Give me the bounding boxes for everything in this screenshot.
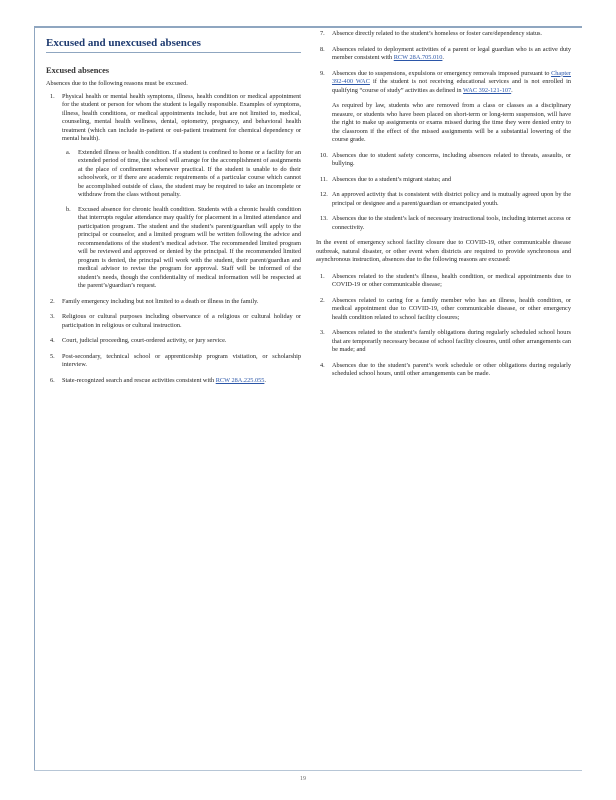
list-item <box>316 30 571 39</box>
item-number: 9. <box>320 69 325 77</box>
list-item <box>316 46 571 63</box>
excused-reasons-list-final <box>316 152 571 233</box>
rcw-link[interactable]: RCW 28A.225.055 <box>215 376 265 384</box>
item-number: 10. <box>320 151 328 159</box>
list-item <box>316 273 571 290</box>
item-text: Absences related to the student’s illness, health condition, or medical appointments due to COVID-19 or other communicable disease; <box>332 272 571 288</box>
item-number: 1. <box>50 92 55 100</box>
sub-list <box>62 149 301 291</box>
item-text: Absence directly related to the student’s homeless or foster care/dependency status. <box>332 30 542 37</box>
title-divider <box>46 52 301 53</box>
item-text: Absences related to the student’s family obligations during regularly scheduled school hours that are temporarily necessary because of school facility closures, until other arrangements can be made; and <box>332 329 571 353</box>
page-border-left <box>34 26 35 770</box>
left-column <box>46 30 301 392</box>
section-heading-excused: Excused absences <box>46 66 110 75</box>
item-number: 2. <box>50 297 55 305</box>
item-text: Absences related to deployment activities of a parent or legal guardian who is an active duty member consistent with <box>332 45 571 61</box>
excused-reasons-list-continued <box>316 30 571 95</box>
item-number: 7. <box>320 30 325 37</box>
list-item <box>46 298 301 307</box>
page-number: 19 <box>300 776 306 782</box>
rcw-link[interactable]: RCW 28A.705.010 <box>393 54 443 61</box>
list-item <box>46 353 301 370</box>
list-item <box>46 313 301 330</box>
intro-text: Absences due to the following reasons must be excused. <box>46 80 188 87</box>
page-title: Excused and unexcused absences <box>46 37 201 49</box>
item-number: 3. <box>50 313 55 320</box>
item-text: Physical health or mental health symptoms, illness, health condition or medical appointment for the student or person for whom the student is legally responsible. Examples of symptoms, illness, health conditions, or medical appointments include, but are not limited to, medical, counseling, mental health wellness, dental, optometry, pregnancy, and behavioral health treatment (which can include in-patient or out-patient treatment for chemical dependency or mental health). <box>62 92 301 142</box>
list-item <box>316 297 571 323</box>
makeup-assignments-paragraph: As required by law, students who are removed from a class or classes as a disciplinary measure, or students who have been placed on short-term or long-term suspension, will have the right to make up assignments or exams missed during the time they were denied entry to the classroom if the effect of the missed assignments will be a substantial lowering of the course grade. <box>332 102 571 143</box>
covid-intro-paragraph: In the event of emergency school facility closure due to COVID-19, other communicable disease outbreak, natural disaster, or other event when districts are required to provide synchronous and asynchronous instruction, absences due to the following reasons are excused: <box>316 239 571 263</box>
item-text: Absences due to the student’s lack of necessary instructional tools, including internet access or connectivity. <box>332 215 571 231</box>
item-text: An approved activity that is consistent with district policy and is mutually agreed upon by the principal or designee and a parent/guardian or emancipated youth. <box>332 191 571 207</box>
page-border-top <box>34 26 582 28</box>
item-number: 1. <box>320 272 325 280</box>
item-text: Absences due to the student’s parent’s work schedule or other obligations during regularly scheduled school hours, until other arrangements can be made. <box>332 361 571 377</box>
list-item <box>316 215 571 232</box>
item-number: 11. <box>320 175 328 183</box>
item-text-end: . <box>264 376 266 384</box>
item-number: 3. <box>320 329 325 336</box>
covid-reasons-list <box>316 273 571 379</box>
item-number: 4. <box>320 361 325 369</box>
sub-item-extended-illness <box>62 149 301 200</box>
item-number: 13. <box>320 215 328 222</box>
list-item <box>46 337 301 346</box>
item-text: State-recognized search and rescue activities consistent with <box>62 376 216 384</box>
item-text-end: . <box>511 86 513 94</box>
page-border-bottom <box>34 770 582 771</box>
list-item <box>316 362 571 379</box>
sub-item-text: Extended illness or health condition. If a student is confined to home or a facility for an extended period of time, the school will arrange for the accomplishment of assignments at the place of confinement whenever practical. If the student is unable to do their schoolwork, or if there are academic requirements of a particular course which cannot be accomplished outside of class, the student may be required to take an incomplete or withdraw from the class without penalty. <box>78 148 301 198</box>
excused-reasons-list <box>46 93 301 386</box>
item-text: Family emergency including but not limited to a death or illness in the family. <box>62 297 259 305</box>
item-number: 2. <box>320 296 325 304</box>
list-item <box>316 329 571 355</box>
wac-link[interactable]: WAC 392-121-107 <box>463 86 512 94</box>
item-number: 12. <box>320 191 328 198</box>
sub-item-text: Excused absence for chronic health condition. Students with a chronic health condition that interrupts regular attendance may qualify for placement in a limited attendance and participation program. The student and the student’s parent/guardian will apply to the principal or counselor, and a limited program will be written following the advice and recommendations of the student’s medical advisor. The recommended limited program will be reviewed and approved or denied by the principal. If the recommended limited program is denied, the principal will work with the student, their parent/guardian and medical advisor to revise the program for approval. Staff will be informed of the student’s needs, though the confidentiality of medical information will be respected at the parent’s/guardian’s request. <box>78 205 301 289</box>
list-item <box>316 70 571 96</box>
item-text-end: . <box>442 54 444 61</box>
list-item <box>316 191 571 208</box>
sub-item-letter: a. <box>66 148 71 156</box>
item-text-middle: if the student is not receiving educational services and is not enrolled in qualifying “course of study” activities as defined in <box>332 78 571 94</box>
list-item <box>46 377 301 386</box>
right-column <box>316 30 571 386</box>
item-text: Court, judicial proceeding, court-ordered activity, or jury service. <box>62 337 227 344</box>
sub-item-chronic-health <box>62 206 301 291</box>
wac-chapter-link[interactable]: Chapter 392-400 WAC <box>332 69 571 85</box>
item-number: 4. <box>50 337 55 344</box>
item-text: Post-secondary, technical school or apprenticeship program visitation, or scholarship interview. <box>62 352 301 368</box>
item-number: 5. <box>50 352 55 360</box>
item-text: Absences due to suspensions, expulsions or emergency removals imposed pursuant to <box>332 69 552 77</box>
item-text: Absences related to caring for a family member who has an illness, health condition, or medical appointment due to COVID-19, other communicable disease, or other emergency health condition related to school facility closures; <box>332 296 571 321</box>
item-text: Absences due to student safety concerns, including absences related to threats, assaults, or bullying. <box>332 151 571 167</box>
item-number: 6. <box>50 376 55 384</box>
list-item <box>46 93 301 291</box>
item-text: Religious or cultural purposes including observance of a religious or cultural holiday or participation in religious or cultural instruction. <box>62 313 301 329</box>
list-item <box>316 152 571 169</box>
item-text: Absences due to a student’s migrant status; and <box>332 175 452 183</box>
list-item <box>316 176 571 185</box>
item-number: 8. <box>320 45 325 53</box>
sub-item-letter: b. <box>66 205 71 213</box>
